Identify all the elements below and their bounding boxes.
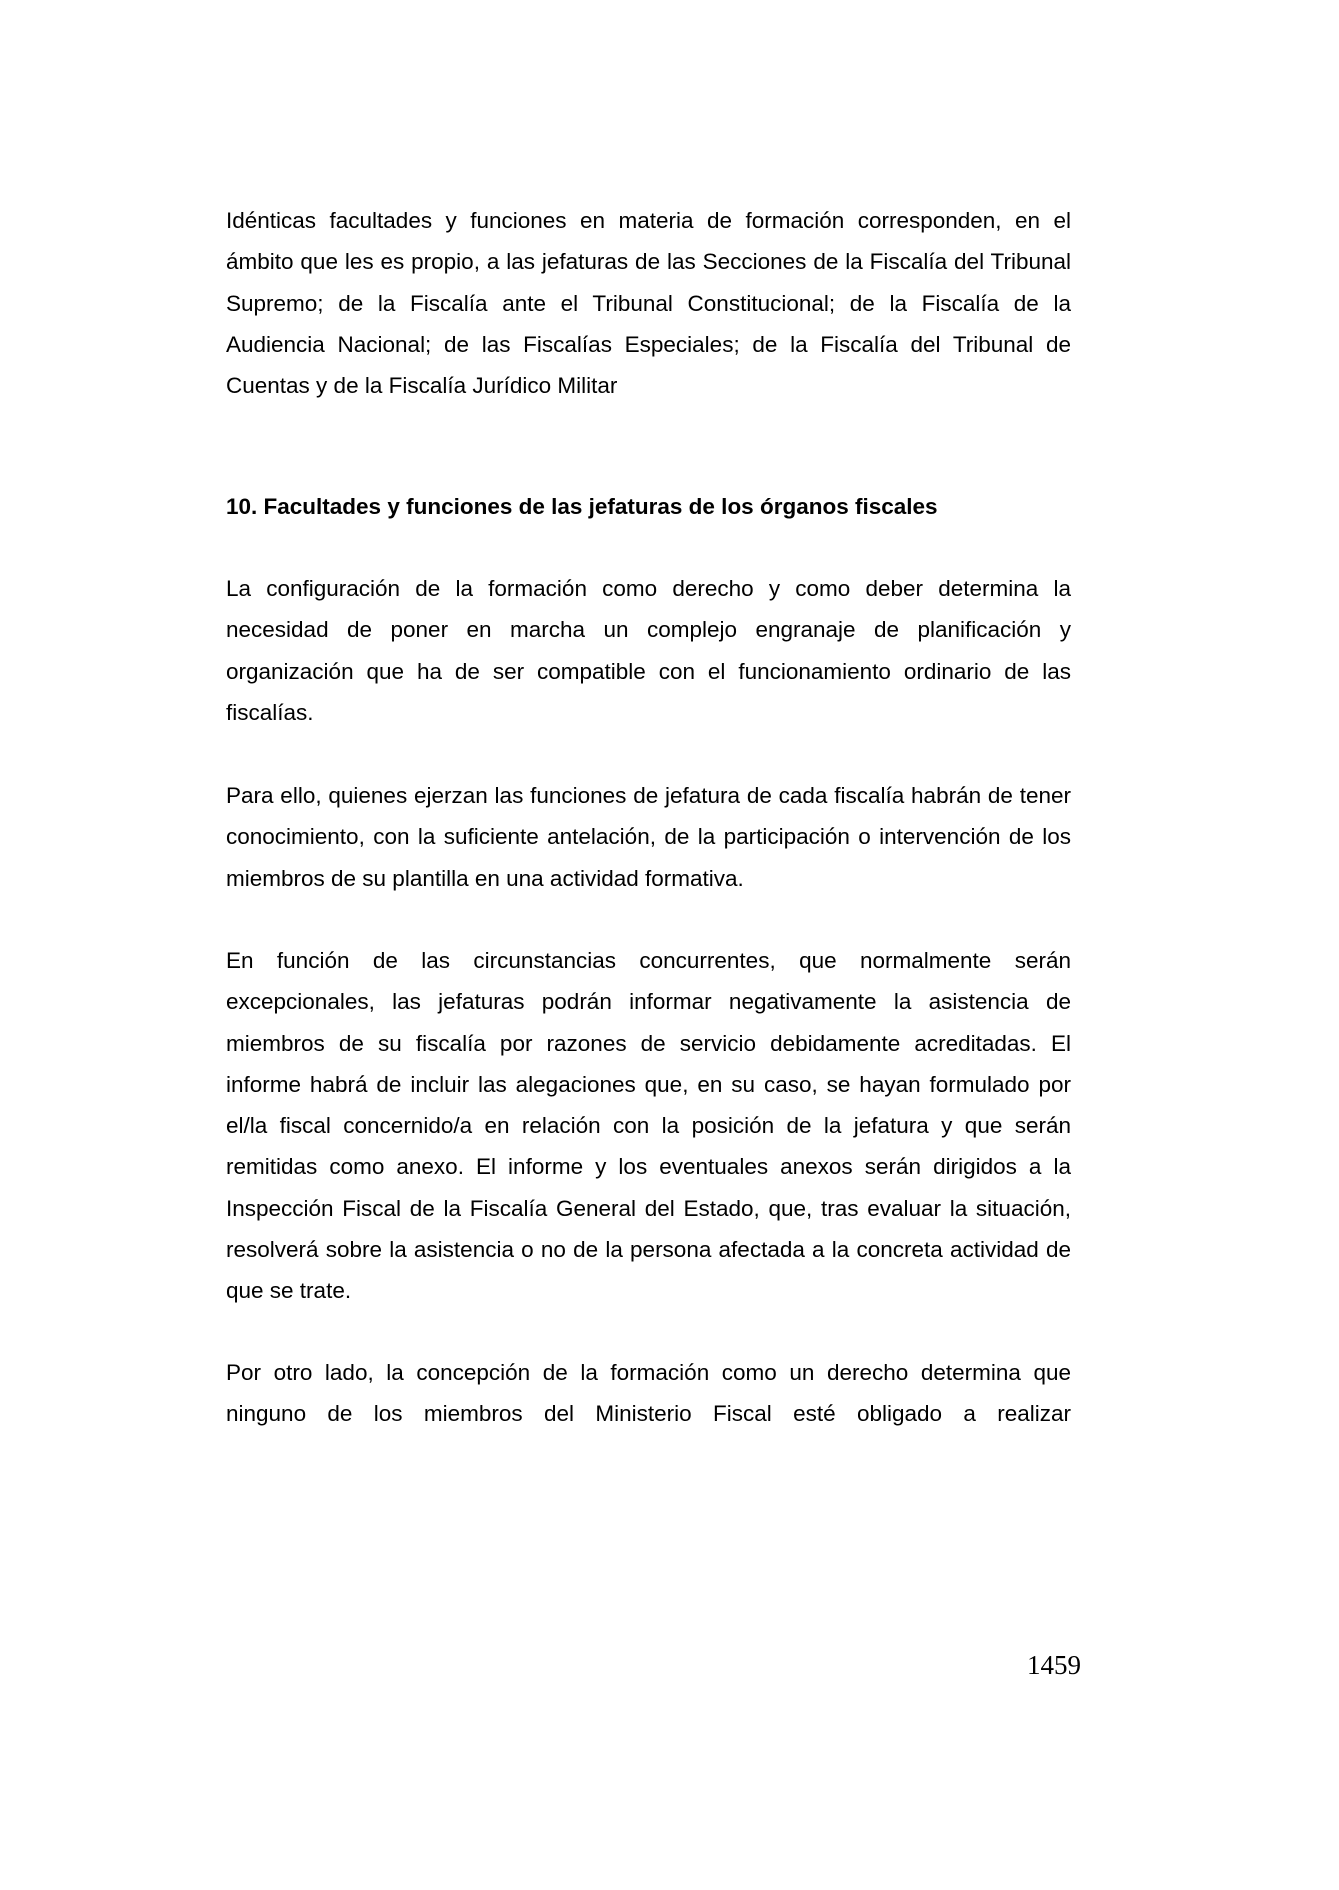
paragraph-para-ello: Para ello, quienes ejerzan las funciones de jefatura de cada fiscalía habrán de tener conocimiento, con la suficiente antelación, de la participación o intervención de los miembros de su plantilla en una actividad formativa. — [226, 783, 1071, 891]
page-number: 1459 — [1027, 1650, 1081, 1680]
paragraph-identicas-facultades: Idénticas facultades y funciones en materia de formación corresponden, en el ámbito que les es propio, a las jefaturas de las Secciones de la Fiscalía del Tribunal Supremo; de la Fiscalía ante el Tribunal Constitucional; de la Fiscalía de la Audiencia Nacional; de las Fiscalías Especiales; de la Fiscalía del Tribunal de Cuentas y de la Fiscalía Jurídico Militar — [226, 208, 1071, 399]
paragraph-en-funcion: En función de las circunstancias concurrentes, que normalmente serán excepcionales, las jefaturas podrán informar negativamente la asistencia de miembros de su fiscalía por razones de servicio debidamente acreditadas. El informe habrá de incluir las alegaciones que, en su caso, se hayan formulado por el/la fiscal concernido/a en relación con la posición de la jefatura y que serán remitidas como anexo. El informe y los eventuales anexos serán dirigidos a la Inspección Fiscal de la Fiscalía General del Estado, que, tras evaluar la situación, resolverá sobre la asistencia o no de la persona afectada a la concreta actividad de que se trate. — [226, 948, 1071, 1304]
paragraph-configuracion-formacion: La configuración de la formación como derecho y como deber determina la necesidad de poner en marcha un complejo engranaje de planificación y organización que ha de ser compatible con el funcionamiento ordinario de las fiscalías. — [226, 576, 1071, 725]
section-heading: 10. Facultades y funciones de las jefaturas de los órganos fiscales — [226, 494, 938, 519]
paragraph-por-otro-lado: Por otro lado, la concepción de la formación como un derecho determina que ninguno de los miembros del Ministerio Fiscal esté obligado a realizar — [226, 1360, 1071, 1427]
